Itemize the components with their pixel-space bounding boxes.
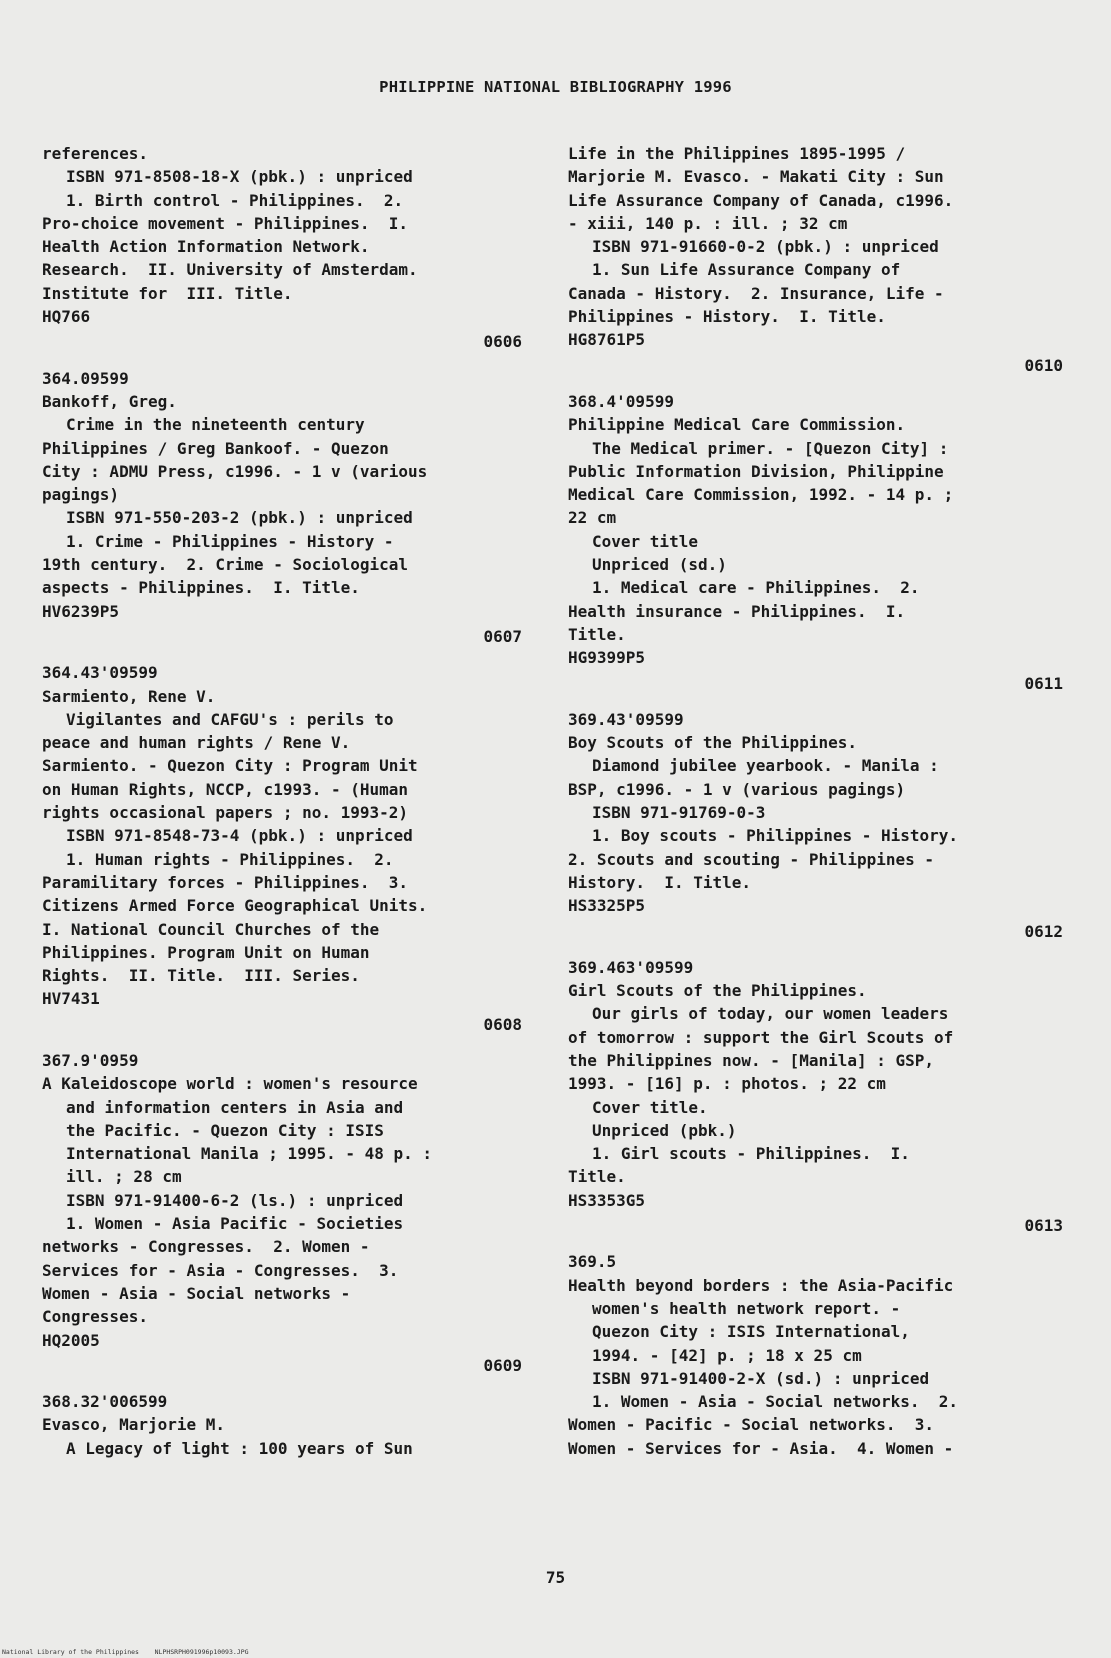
entry-line: Title. — [568, 1167, 626, 1187]
entry-line: rights occasional papers ; no. 1993-2) — [42, 803, 409, 823]
entry-line: of tomorrow : support the Girl Scouts of — [568, 1027, 954, 1047]
entry-line: Our girls of today, our women leaders — [592, 1004, 949, 1024]
entry-line: Cover title. — [592, 1097, 708, 1117]
entry-line: 1. Sun Life Assurance Company of — [592, 260, 901, 280]
entry-line: 367.9'0959 — [42, 1050, 139, 1070]
entry-line: Public Information Division, Philippine — [568, 461, 944, 481]
entry-line: 1. Crime - Philippines - History - — [66, 531, 394, 551]
entry-line: 369.463'09599 — [568, 957, 694, 977]
bibliography-entry — [42, 661, 522, 1036]
entry-line: ISBN 971-8548-73-4 (pbk.) : unpriced — [66, 826, 413, 846]
entry-line: 364.43'09599 — [42, 663, 158, 683]
entry-line: HQ2005 — [42, 1330, 100, 1350]
entry-line: History. I. Title. — [568, 872, 752, 892]
entry-line: Congresses. — [42, 1307, 148, 1327]
page-title: PHILIPPINE NATIONAL BIBLIOGRAPHY 1996 — [379, 78, 732, 96]
entry-line: on Human Rights, NCCP, c1993. - (Human — [42, 779, 409, 799]
entry-line: Sarmiento. - Quezon City : Program Unit — [42, 756, 418, 776]
entry-line: 1994. - [42] p. ; 18 x 25 cm — [592, 1345, 862, 1365]
entry-line: Paramilitary forces - Philippines. 3. — [42, 872, 409, 892]
entry-line: ISBN 971-8508-18-X (pbk.) : unpriced — [66, 167, 413, 187]
entry-line: Medical Care Commission, 1992. - 14 p. ; — [568, 485, 954, 505]
entry-line: peace and human rights / Rene V. — [42, 733, 351, 753]
entry-line: HS3325P5 — [568, 896, 646, 916]
entry-line: I. National Council Churches of the — [42, 919, 380, 939]
entry-line: Pro-choice movement - Philippines. I. — [42, 213, 409, 233]
entry-line: Evasco, Marjorie M. — [42, 1415, 226, 1435]
entry-line: A Legacy of light : 100 years of Sun — [66, 1438, 413, 1458]
entry-line: 1. Boy scouts - Philippines - History. — [592, 826, 959, 846]
bibliography-entry — [42, 367, 522, 649]
entry-line: networks - Congresses. 2. Women - — [42, 1237, 370, 1257]
entry-line: Girl Scouts of the Philippines. — [568, 981, 867, 1001]
entry-line: references. — [42, 144, 148, 163]
entry-line: 1. Human rights - Philippines. 2. — [66, 849, 394, 869]
footer-caption: National Library of the Philippines NLPHSRPH091996p10093.JPG — [2, 1648, 249, 1656]
entry-line: Philippines. Program Unit on Human — [42, 942, 370, 962]
entry-line: 1. Medical care - Philippines. 2. — [592, 578, 920, 598]
entry-line: Philippine Medical Care Commission. — [568, 415, 906, 435]
entry-line: ill. ; 28 cm — [66, 1167, 182, 1187]
bibliography-entry — [42, 142, 522, 354]
entry-line: women's health network report. - — [592, 1298, 901, 1318]
entry-line: ISBN 971-550-203-2 (pbk.) : unpriced — [66, 508, 413, 528]
entry-line: ISBN 971-91400-2-X (sd.) : unpriced — [592, 1368, 930, 1388]
entry-line: Boy Scouts of the Philippines. — [568, 733, 857, 753]
entry-line: 19th century. 2. Crime - Sociological — [42, 555, 409, 575]
entry-number: 0609 — [483, 1355, 522, 1375]
entry-line: ISBN 971-91400-6-2 (ls.) : unpriced — [66, 1190, 404, 1210]
entry-line: BSP, c1996. - 1 v (various pagings) — [568, 779, 906, 799]
entry-line: HG8761P5 — [568, 330, 646, 350]
entry-line: Diamond jubilee yearbook. - Manila : — [592, 756, 939, 776]
bibliography-entry — [568, 390, 1063, 695]
entry-number: 0612 — [1024, 921, 1063, 941]
entry-line: 1993. - [16] p. : photos. ; 22 cm — [568, 1074, 886, 1094]
bibliography-entry — [42, 1049, 522, 1377]
entry-line: Services for - Asia - Congresses. 3. — [42, 1260, 399, 1280]
entry-line: HV6239P5 — [42, 601, 120, 621]
bibliography-entry — [568, 142, 1063, 377]
entry-line: The Medical primer. - [Quezon City] : — [592, 438, 949, 458]
entry-line: City : ADMU Press, c1996. - 1 v (various — [42, 461, 428, 481]
entry-line: Crime in the nineteenth century — [66, 415, 365, 435]
entry-line: Women - Asia - Social networks - — [42, 1283, 351, 1303]
entry-line: 2. Scouts and scouting - Philippines - — [568, 849, 935, 869]
entry-number: 0611 — [1024, 673, 1063, 693]
entry-line: 1. Women - Asia Pacific - Societies — [66, 1214, 404, 1234]
entry-line: aspects - Philippines. I. Title. — [42, 578, 360, 598]
page-number: 75 — [545, 1568, 566, 1587]
entry-line: International Manila ; 1995. - 48 p. : — [66, 1144, 433, 1164]
entry-line: Women - Pacific - Social networks. 3. — [568, 1415, 935, 1435]
entry-line: ISBN 971-91660-0-2 (pbk.) : unpriced — [592, 237, 939, 257]
bibliography-entry — [42, 1390, 522, 1460]
entry-number: 0608 — [483, 1014, 522, 1034]
entry-line: A Kaleidoscope world : women's resource — [42, 1074, 418, 1094]
entry-line: Bankoff, Greg. — [42, 391, 177, 411]
entry-line: 369.5 — [568, 1252, 617, 1272]
entry-line: - xiii, 140 p. : ill. ; 32 cm — [568, 213, 848, 233]
entry-line: Canada - History. 2. Insurance, Life - — [568, 283, 944, 303]
left-column — [42, 142, 522, 1473]
entry-number: 0606 — [483, 332, 522, 352]
entry-line: Unpriced (sd.) — [592, 555, 727, 575]
entry-line: Philippines / Greg Bankoof. - Quezon — [42, 438, 389, 458]
entry-line: Life in the Philippines 1895-1995 / — [568, 144, 906, 163]
entry-number: 0613 — [1024, 1216, 1063, 1236]
entry-line: Rights. II. Title. III. Series. — [42, 966, 360, 986]
entry-number: 0607 — [483, 626, 522, 646]
entry-line: ISBN 971-91769-0-3 — [592, 803, 766, 823]
entry-line: 22 cm — [568, 508, 617, 528]
entry-line: Philippines - History. I. Title. — [568, 307, 886, 327]
entry-line: Health beyond borders : the Asia-Pacific — [568, 1275, 954, 1295]
entry-line: pagings) — [42, 485, 120, 505]
entry-line: HV7431 — [42, 989, 100, 1009]
entry-line: the Philippines now. - [Manila] : GSP, — [568, 1050, 935, 1070]
entry-line: HG9399P5 — [568, 648, 646, 668]
entry-line: 1. Girl scouts - Philippines. I. — [592, 1144, 910, 1164]
entry-line: 1. Birth control - Philippines. 2. — [66, 190, 404, 210]
entry-line: Health insurance - Philippines. I. — [568, 601, 906, 621]
entry-line: Sarmiento, Rene V. — [42, 686, 216, 706]
entry-line: Marjorie M. Evasco. - Makati City : Sun — [568, 167, 944, 187]
entry-line: and information centers in Asia and — [66, 1097, 404, 1117]
entry-line: Cover title — [592, 531, 698, 551]
bibliography-entry — [568, 708, 1063, 943]
entry-line: Life Assurance Company of Canada, c1996. — [568, 190, 954, 210]
entry-line: Citizens Armed Force Geographical Units. — [42, 896, 428, 916]
bibliography-entry — [568, 956, 1063, 1238]
bibliography-entry — [568, 1250, 1063, 1460]
entry-line: Institute for III. Title. — [42, 283, 293, 303]
entry-line: 368.32'006599 — [42, 1392, 168, 1412]
entry-line: 369.43'09599 — [568, 709, 684, 729]
entry-line: HS3353G5 — [568, 1190, 646, 1210]
entry-line: Quezon City : ISIS International, — [592, 1322, 910, 1342]
entry-line: Unpriced (pbk.) — [592, 1120, 737, 1140]
entry-line: Health Action Information Network. — [42, 237, 370, 257]
entry-line: HQ766 — [42, 307, 91, 327]
entry-line: 1. Women - Asia - Social networks. 2. — [592, 1392, 959, 1412]
right-column — [568, 142, 1063, 1473]
entry-line: Women - Services for - Asia. 4. Women - — [568, 1438, 954, 1458]
entry-line: 368.4'09599 — [568, 391, 674, 411]
entry-number: 0610 — [1024, 355, 1063, 375]
entry-line: Research. II. University of Amsterdam. — [42, 260, 418, 280]
entry-line: 364.09599 — [42, 368, 129, 388]
entry-line: Title. — [568, 624, 626, 644]
entry-line: Vigilantes and CAFGU's : perils to — [66, 709, 394, 729]
entry-line: the Pacific. - Quezon City : ISIS — [66, 1120, 384, 1140]
